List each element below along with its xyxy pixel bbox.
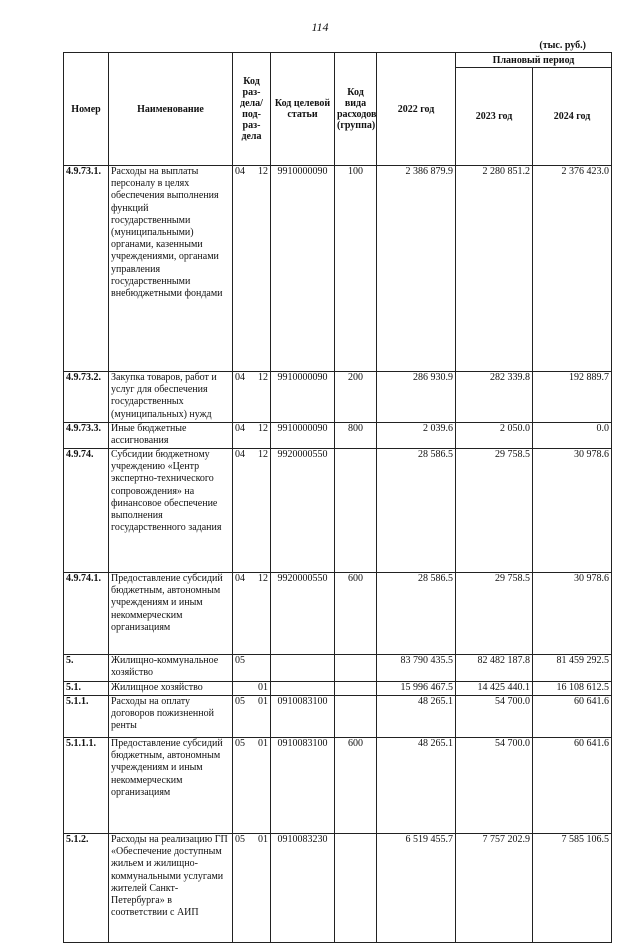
header-vr: Код вида расходов (группа): [335, 53, 377, 166]
row-name: Предоставление субсидий бюджетным, автономным учреждениям и иным некоммерческим организациям: [109, 573, 233, 655]
page-number: 114: [311, 20, 329, 34]
row-section-code: 04: [235, 423, 245, 434]
row-amount-2024: 2 376 423.0: [533, 166, 612, 372]
row-amount-2024: 60 641.6: [533, 738, 612, 834]
row-section-code: 04: [235, 372, 245, 383]
row-number: 5.1.1.1.: [64, 738, 109, 834]
row-subsection-code: 01: [258, 696, 268, 707]
header-2023: 2023 год: [456, 68, 533, 166]
row-target-article: 9920000550: [271, 573, 335, 655]
table-row: [64, 166, 612, 372]
row-razdel: [233, 372, 271, 423]
row-amount-2022: 2 039.6: [377, 423, 456, 449]
row-amount-2024: 0.0: [533, 423, 612, 449]
row-target-article: 0910083230: [271, 834, 335, 943]
row-number: 4.9.74.: [64, 449, 109, 573]
row-expense-type: 100: [335, 166, 377, 372]
row-expense-type: [335, 696, 377, 738]
row-name: Иные бюджетные ассигнования: [109, 423, 233, 449]
row-amount-2023: 29 758.5: [456, 573, 533, 655]
row-amount-2022: 286 930.9: [377, 372, 456, 423]
header-name: Наименование: [109, 53, 233, 166]
row-section-code: 04: [235, 449, 245, 460]
row-amount-2023: 82 482 187.8: [456, 655, 533, 682]
row-subsection-code: 12: [258, 166, 268, 177]
row-amount-2022: 48 265.1: [377, 696, 456, 738]
row-expense-type: [335, 449, 377, 573]
row-subsection-code: 12: [258, 573, 268, 584]
row-razdel: [233, 573, 271, 655]
header-csr: Код целевой статьи: [271, 53, 335, 166]
table-row: [64, 738, 612, 834]
row-name: Жилищно-коммунальное хозяйство: [109, 655, 233, 682]
row-section-code: 05: [235, 738, 245, 749]
row-number: 4.9.73.1.: [64, 166, 109, 372]
row-name: Расходы на выплаты персоналу в целях обеспечения выполнения функций государственными (муниципальными) органами, казенными учреждениями, органами управления государственными внебюджетными фондами: [109, 166, 233, 372]
row-name: Расходы на оплату договоров пожизненной ренты: [109, 696, 233, 738]
table-row: [64, 682, 612, 696]
row-amount-2022: 48 265.1: [377, 738, 456, 834]
header-planned-period: Плановый период: [456, 53, 612, 68]
header-razdel: Код раз-дела/ под-раз-дела: [233, 53, 271, 166]
row-amount-2024: 30 978.6: [533, 573, 612, 655]
row-target-article: [271, 682, 335, 696]
row-amount-2022: 83 790 435.5: [377, 655, 456, 682]
row-name: Жилищное хозяйство: [109, 682, 233, 696]
row-target-article: 0910083100: [271, 738, 335, 834]
row-number: 5.1.1.: [64, 696, 109, 738]
row-target-article: 0910083100: [271, 696, 335, 738]
row-section-code: 04: [235, 573, 245, 584]
row-amount-2023: 14 425 440.1: [456, 682, 533, 696]
row-amount-2022: 28 586.5: [377, 449, 456, 573]
row-razdel: [233, 166, 271, 372]
table-row: [64, 372, 612, 423]
row-subsection-code: 01: [258, 738, 268, 749]
row-razdel: [233, 423, 271, 449]
row-expense-type: 800: [335, 423, 377, 449]
row-amount-2023: 2 280 851.2: [456, 166, 533, 372]
table-row: [64, 655, 612, 682]
row-number: 4.9.73.3.: [64, 423, 109, 449]
units-label: (тыс. руб.): [539, 40, 586, 51]
row-target-article: 9910000090: [271, 423, 335, 449]
row-expense-type: 600: [335, 573, 377, 655]
row-expense-type: [335, 682, 377, 696]
row-amount-2024: 16 108 612.5: [533, 682, 612, 696]
row-razdel: [233, 655, 271, 682]
row-amount-2022: 6 519 455.7: [377, 834, 456, 943]
row-amount-2023: 7 757 202.9: [456, 834, 533, 943]
row-section-code: 05: [235, 655, 245, 666]
row-name: Расходы на реализацию ГП «Обеспечение доступным жильем и жилищно-коммунальными услугами жителей Санкт-Петербурга» в соответствии с АИП: [109, 834, 233, 943]
table-row: [64, 696, 612, 738]
row-target-article: 9910000090: [271, 166, 335, 372]
row-amount-2023: 54 700.0: [456, 738, 533, 834]
row-amount-2024: 81 459 292.5: [533, 655, 612, 682]
row-subsection-code: 12: [258, 449, 268, 460]
row-razdel: [233, 682, 271, 696]
row-subsection-code: 12: [258, 423, 268, 434]
row-name: Субсидии бюджетному учреждению «Центр экспертно-технического сопровождения» на финансовое обеспечение выполнения государственного задания: [109, 449, 233, 573]
row-amount-2023: 2 050.0: [456, 423, 533, 449]
row-amount-2024: 30 978.6: [533, 449, 612, 573]
budget-table: [63, 52, 612, 943]
row-amount-2024: 60 641.6: [533, 696, 612, 738]
row-amount-2024: 7 585 106.5: [533, 834, 612, 943]
row-number: 5.1.2.: [64, 834, 109, 943]
row-amount-2022: 28 586.5: [377, 573, 456, 655]
row-amount-2022: 2 386 879.9: [377, 166, 456, 372]
row-section-code: 05: [235, 696, 245, 707]
table-row: [64, 834, 612, 943]
row-number: 5.: [64, 655, 109, 682]
table-row: [64, 573, 612, 655]
row-expense-type: 600: [335, 738, 377, 834]
table-row: [64, 423, 612, 449]
row-number: 5.1.: [64, 682, 109, 696]
row-subsection-code: 01: [258, 682, 268, 693]
row-name: Предоставление субсидий бюджетным, автономным учреждениям и иным некоммерческим организациям: [109, 738, 233, 834]
row-expense-type: [335, 834, 377, 943]
row-razdel: [233, 738, 271, 834]
header-2024: 2024 год: [533, 68, 612, 166]
row-name: Закупка товаров, работ и услуг для обеспечения государственных (муниципальных) нужд: [109, 372, 233, 423]
row-amount-2024: 192 889.7: [533, 372, 612, 423]
row-number: 4.9.73.2.: [64, 372, 109, 423]
table-row: [64, 449, 612, 573]
row-amount-2023: 29 758.5: [456, 449, 533, 573]
row-amount-2023: 282 339.8: [456, 372, 533, 423]
row-expense-type: 200: [335, 372, 377, 423]
row-expense-type: [335, 655, 377, 682]
header-number: Номер: [64, 53, 109, 166]
row-razdel: [233, 449, 271, 573]
row-subsection-code: 12: [258, 372, 268, 383]
row-amount-2023: 54 700.0: [456, 696, 533, 738]
row-subsection-code: 01: [258, 834, 268, 845]
row-amount-2022: 15 996 467.5: [377, 682, 456, 696]
row-target-article: 9920000550: [271, 449, 335, 573]
header-2022: 2022 год: [377, 53, 456, 166]
row-target-article: 9910000090: [271, 372, 335, 423]
row-target-article: [271, 655, 335, 682]
row-razdel: [233, 834, 271, 943]
row-section-code: 05: [235, 834, 245, 845]
row-razdel: [233, 696, 271, 738]
row-number: 4.9.74.1.: [64, 573, 109, 655]
row-section-code: 04: [235, 166, 245, 177]
